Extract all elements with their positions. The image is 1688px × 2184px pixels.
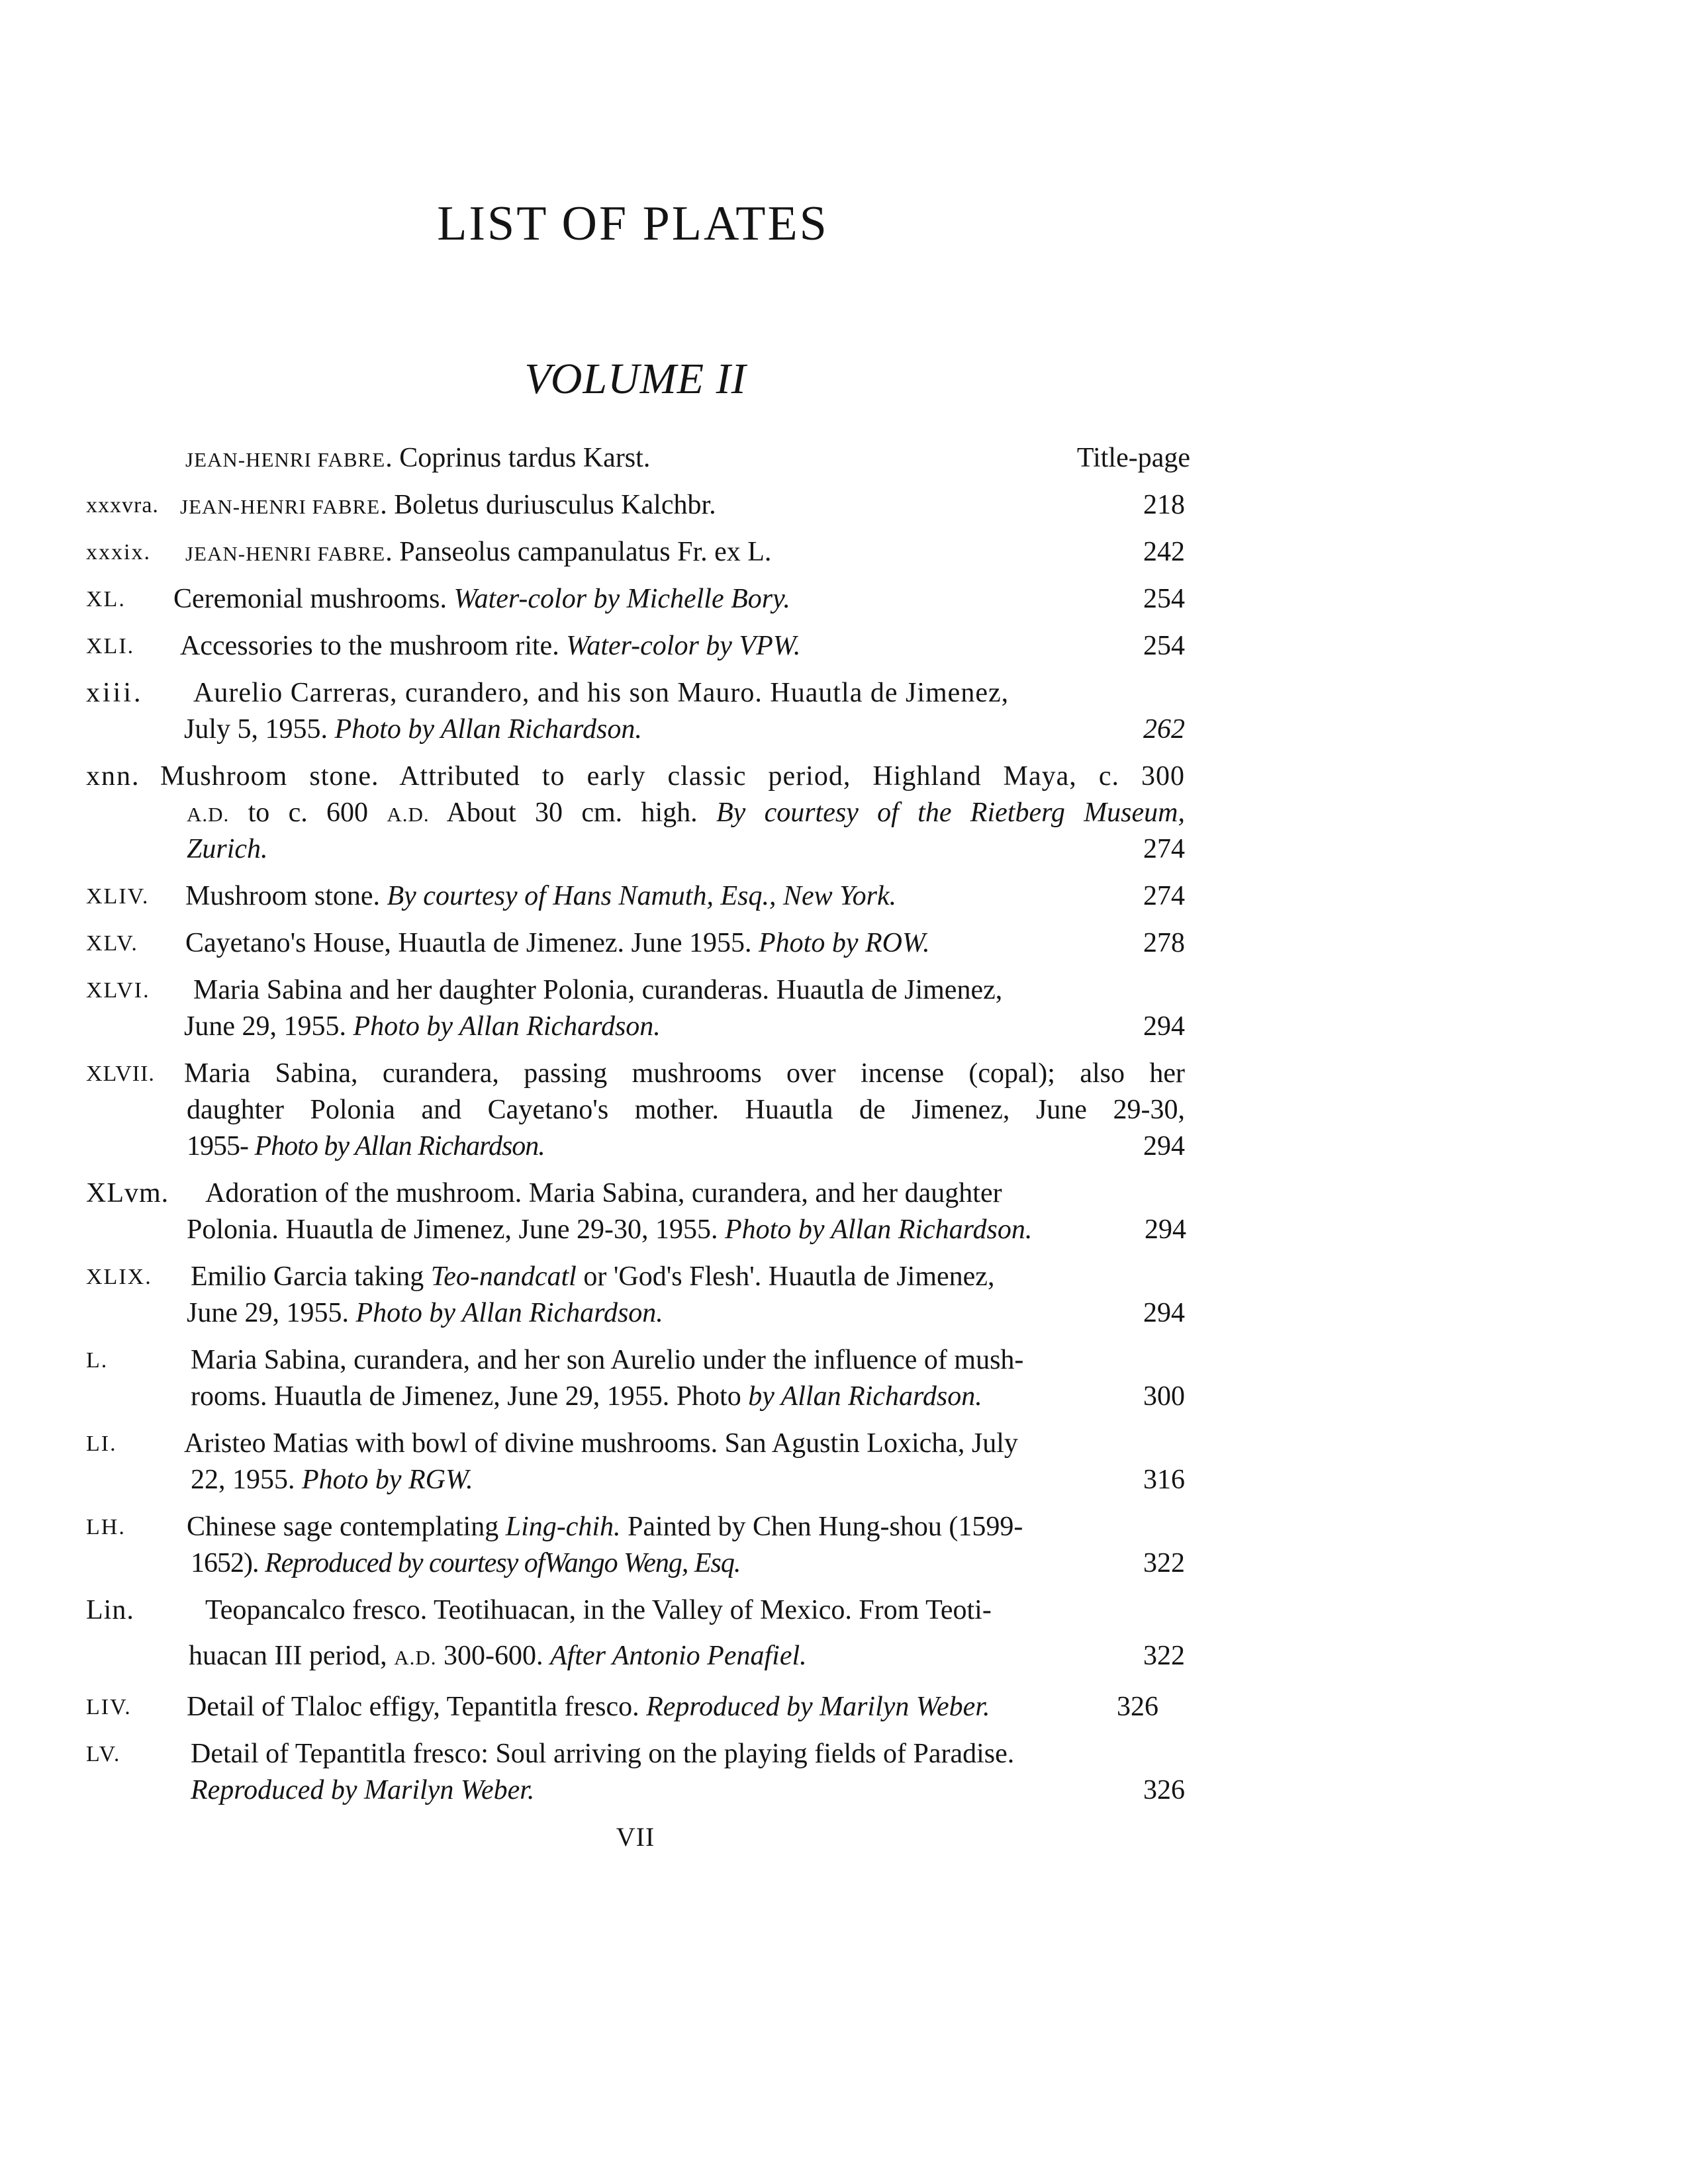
entry-line	[86, 1736, 1185, 1772]
entry-line	[86, 581, 1185, 617]
entry-line	[86, 1092, 1185, 1128]
plate-number: LIV.	[86, 1695, 132, 1719]
entry-line	[86, 1638, 1185, 1674]
page-number: 300	[1143, 1381, 1185, 1412]
entry-text: rooms. Huautla de Jimenez, June 29, 1955. Photo by Allan Richardson.	[191, 1381, 982, 1412]
plate-entry	[86, 1592, 1185, 1674]
entry-line	[86, 972, 1185, 1009]
entry-line	[86, 1592, 1185, 1629]
entry-text: Maria Sabina, curandera, passing mushrooms over incense (copal); also her	[184, 1058, 1185, 1089]
entry-text: Aurelio Carreras, curandero, and his son Mauro. Huautla de Jimenez,	[193, 678, 1009, 708]
entry-text: Ceremonial mushrooms. Water-color by Michelle Bory.	[173, 584, 790, 614]
entry-line	[86, 1009, 1185, 1045]
entry-text: June 29, 1955. Photo by Allan Richardson.	[184, 1011, 661, 1042]
entry-text: Adoration of the mushroom. Maria Sabina, curandera, and her daughter	[205, 1178, 1002, 1208]
plate-number: XLIV.	[86, 884, 150, 909]
entry-text: Emilio Garcia taking Teo-nandcatl or 'God's Flesh'. Huautla de Jimenez,	[191, 1261, 995, 1292]
entry-line	[86, 1545, 1185, 1582]
plate-number: XLVII.	[86, 1062, 155, 1086]
entry-text: JEAN-HENRI FABRE. Panseolus campanulatus Fr. ex L.	[185, 537, 772, 567]
plate-entry	[86, 1342, 1185, 1415]
entry-line	[86, 1772, 1185, 1809]
page-number: 254	[1143, 584, 1185, 614]
volume-title: VOLUME II	[524, 355, 747, 403]
plate-entry	[86, 487, 1185, 523]
plate-entry	[86, 1056, 1185, 1165]
entry-line	[86, 440, 1190, 477]
entry-line	[86, 1175, 1185, 1212]
entry-text: huacan III period, A.D. 300-600. After Antonio Penafiel.	[189, 1641, 807, 1671]
plate-entry	[86, 1175, 1185, 1248]
page-number: 242	[1143, 537, 1185, 567]
plate-entry	[86, 878, 1185, 915]
page-number: 326	[1117, 1692, 1158, 1722]
entry-line	[86, 628, 1185, 664]
plate-number: xxxix.	[86, 540, 151, 565]
plate-number: XLI.	[86, 634, 135, 659]
page-number: 274	[1143, 881, 1185, 911]
entry-line	[86, 758, 1185, 795]
entry-text: daughter Polonia and Cayetano's mother. Huautla de Jimenez, June 29-30,	[187, 1095, 1185, 1125]
entry-text: Reproduced by Marilyn Weber.	[191, 1775, 535, 1805]
entry-text: Maria Sabina, curandera, and her son Aurelio under the influence of mush-	[191, 1345, 1024, 1375]
entry-text: June 29, 1955. Photo by Allan Richardson.	[187, 1298, 663, 1328]
entry-text: Detail of Tlaloc effigy, Tepantitla fresco. Reproduced by Marilyn Weber.	[187, 1692, 990, 1722]
entry-text: Maria Sabina and her daughter Polonia, curanderas. Huautla de Jimenez,	[193, 975, 1003, 1005]
entry-text: Cayetano's House, Huautla de Jimenez. June 1955. Photo by ROW.	[185, 928, 930, 958]
entry-line	[86, 878, 1185, 915]
entry-text: Teopancalco fresco. Teotihuacan, in the Valley of Mexico. From Teoti-	[205, 1595, 992, 1625]
entry-text: Polonia. Huautla de Jimenez, June 29-30, 1955. Photo by Allan Richardson.	[187, 1214, 1033, 1245]
plate-entry	[86, 758, 1185, 868]
entry-text: Mushroom stone. Attributed to early classic period, Highland Maya, c. 300	[160, 761, 1185, 792]
entry-text: Accessories to the mushroom rite. Water-color by VPW.	[180, 631, 801, 661]
plate-entry	[86, 628, 1185, 664]
plate-entry	[86, 581, 1185, 617]
entry-line	[86, 1056, 1185, 1092]
plate-number: xxxvra.	[86, 493, 159, 518]
author-name: JEAN-HENRI FABRE	[180, 495, 381, 518]
plate-number: XLIX.	[86, 1265, 152, 1289]
plate-entry	[86, 925, 1185, 962]
plate-number: xnn.	[86, 761, 140, 792]
plate-entry	[86, 1509, 1185, 1582]
entry-text: 1955- Photo by Allan Richardson.	[187, 1131, 545, 1161]
plate-number: XLV.	[86, 931, 138, 956]
entry-text: Mushroom stone. By courtesy of Hans Namuth, Esq., New York.	[185, 881, 897, 911]
page-number: 262	[1143, 714, 1185, 745]
entry-line	[86, 487, 1185, 523]
plate-entry	[86, 1426, 1185, 1498]
page-title: LIST OF PLATES	[437, 197, 829, 251]
plate-number: XL.	[86, 587, 126, 612]
page-number: 322	[1143, 1548, 1185, 1578]
page-number: 316	[1143, 1465, 1185, 1495]
entry-line	[86, 1689, 1185, 1725]
entry-line	[86, 1128, 1185, 1165]
plate-entry	[86, 972, 1185, 1045]
page-number: 278	[1143, 928, 1185, 958]
entry-text: JEAN-HENRI FABRE. Coprinus tardus Karst.	[185, 443, 651, 473]
entry-line	[86, 1379, 1185, 1415]
entry-line	[86, 795, 1185, 831]
plate-number: XLVI.	[86, 978, 150, 1003]
plate-number: LI.	[86, 1432, 117, 1456]
entry-line	[86, 1212, 1185, 1248]
entry-line	[86, 534, 1185, 570]
entry-text: Chinese sage contemplating Ling-chih. Painted by Chen Hung-shou (1599-	[187, 1512, 1023, 1542]
entry-line	[86, 711, 1185, 748]
entry-text: Zurich.	[187, 834, 268, 864]
entry-line	[86, 1342, 1185, 1379]
author-name: JEAN-HENRI FABRE	[185, 448, 386, 471]
entry-line	[86, 925, 1185, 962]
page-number: 326	[1143, 1775, 1185, 1805]
page-number: 294	[1143, 1298, 1185, 1328]
page-number: 274	[1143, 834, 1185, 864]
page-number: 294	[1143, 1131, 1185, 1161]
plates-list	[86, 440, 1190, 1819]
page-number: 294	[1145, 1214, 1186, 1245]
plate-entry	[86, 534, 1185, 570]
entry-line	[86, 1295, 1185, 1332]
entry-text: Aristeo Matias with bowl of divine mushrooms. San Agustin Loxicha, July	[184, 1428, 1018, 1459]
plate-entry	[86, 1689, 1185, 1725]
plate-number: LH.	[86, 1515, 126, 1539]
plate-number: LV.	[86, 1742, 121, 1766]
page-number: 218	[1143, 490, 1185, 520]
page-number: Title-page	[1076, 443, 1190, 473]
entry-text: JEAN-HENRI FABRE. Boletus duriusculus Kalchbr.	[180, 490, 716, 520]
page-number: 254	[1143, 631, 1185, 661]
page-number: 322	[1143, 1641, 1185, 1671]
entry-text: July 5, 1955. Photo by Allan Richardson.	[184, 714, 642, 745]
plate-number: XLvm.	[86, 1178, 169, 1208]
plate-number: xiii.	[86, 678, 144, 708]
entry-line	[86, 1426, 1185, 1462]
entry-line	[86, 1259, 1185, 1295]
entry-text: 1652). Reproduced by courtesy ofWango Weng, Esq.	[191, 1548, 741, 1578]
entry-line	[86, 831, 1185, 868]
plate-entry	[86, 1259, 1185, 1332]
page-folio: VII	[616, 1822, 655, 1852]
author-name: JEAN-HENRI FABRE	[185, 542, 386, 565]
plate-entry	[86, 440, 1190, 477]
plate-number: Lin.	[86, 1595, 134, 1625]
entry-text: A.D. to c. 600 A.D. About 30 cm. high. By courtesy of the Rietberg Museum,	[187, 797, 1185, 828]
page-number: 294	[1143, 1011, 1185, 1042]
entry-text: Detail of Tepantitla fresco: Soul arriving on the playing fields of Paradise.	[191, 1739, 1015, 1769]
plate-number: L.	[86, 1348, 109, 1373]
entry-line	[86, 1462, 1185, 1498]
plate-entry	[86, 1736, 1185, 1809]
entry-line	[86, 1509, 1185, 1545]
entry-text: 22, 1955. Photo by RGW.	[191, 1465, 473, 1495]
entry-line	[86, 675, 1185, 711]
plate-entry	[86, 675, 1185, 748]
